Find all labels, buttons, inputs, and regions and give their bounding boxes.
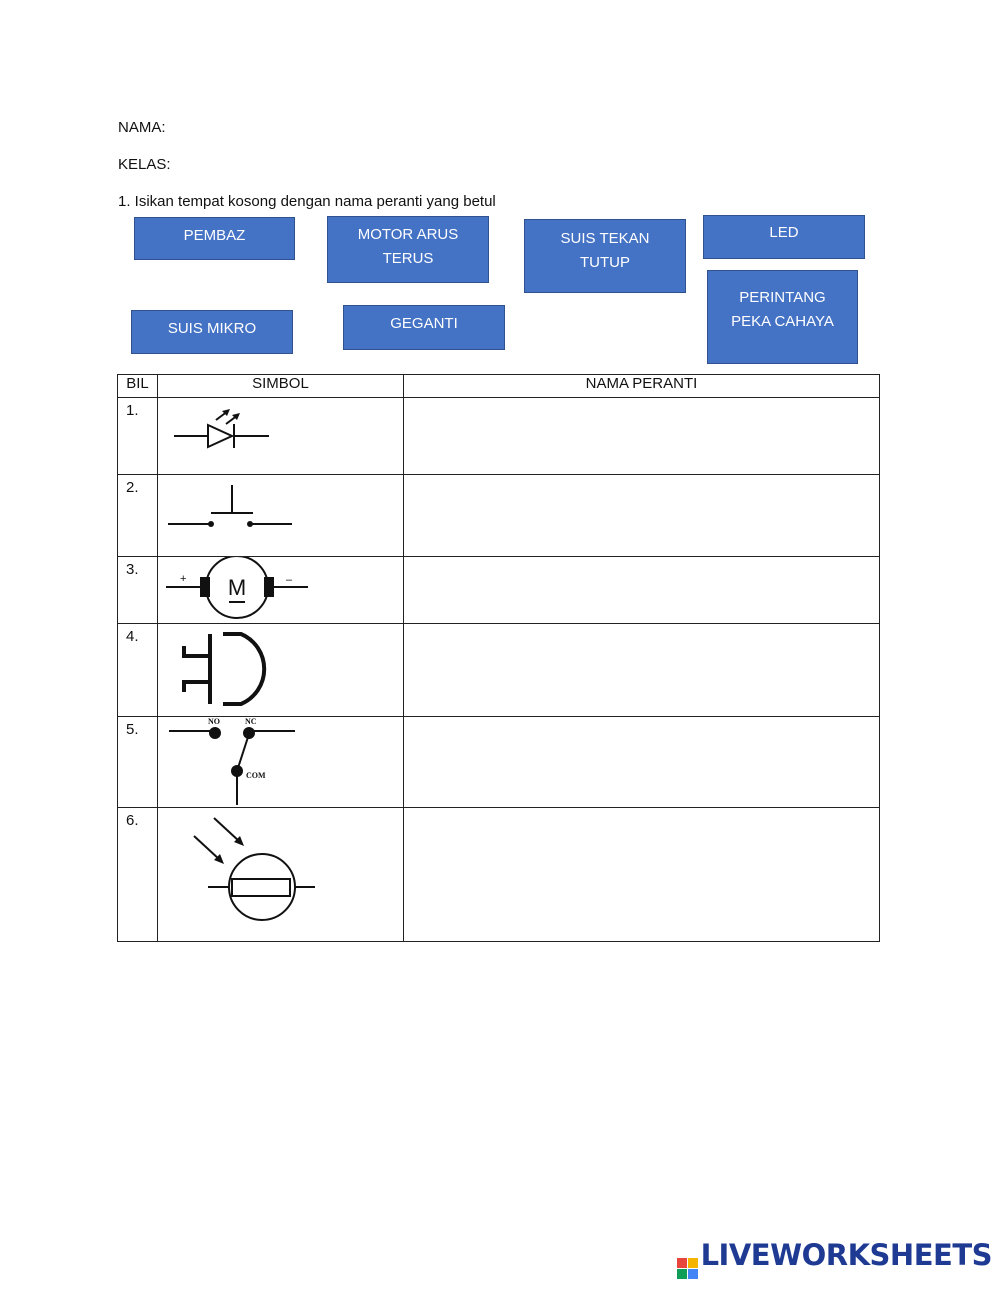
row-number: 2.: [118, 475, 158, 557]
instruction-text: 1. Isikan tempat kosong dengan nama peranti yang betul: [118, 193, 496, 210]
row-number: 3.: [118, 557, 158, 624]
symbol-cell: [157, 557, 403, 624]
symbol-cell: [157, 808, 403, 942]
tile-pembaz[interactable]: [134, 217, 295, 260]
column-header-nama-peranti: NAMA PERANTI: [403, 375, 879, 398]
motor-plus: +: [179, 573, 187, 585]
column-header-bil: BIL: [118, 375, 158, 398]
relay-nc-label: NC: [244, 717, 257, 726]
answer-cell[interactable]: [403, 557, 879, 624]
class-label: KELAS:: [118, 156, 171, 173]
brand-name: LIVEWORKSHEETS: [700, 1238, 992, 1272]
tile-led[interactable]: [703, 215, 865, 259]
tile-label: GEGANTI: [390, 315, 458, 332]
tile-motor-arus-terus[interactable]: [327, 216, 489, 283]
tile-label-line2: TUTUP: [580, 254, 630, 271]
row-number: 1.: [118, 398, 158, 475]
answer-input-4[interactable]: [404, 624, 879, 653]
answer-cell[interactable]: [403, 808, 879, 942]
answer-cell[interactable]: [403, 398, 879, 475]
liveworksheets-logo: [677, 1238, 992, 1279]
answer-input-1[interactable]: [404, 398, 879, 427]
name-label: NAMA:: [118, 119, 166, 136]
symbol-cell: [157, 717, 403, 808]
answer-cell[interactable]: [403, 624, 879, 717]
answer-input-5[interactable]: [404, 717, 879, 746]
tile-label: LED: [769, 224, 799, 241]
table-row: [118, 624, 880, 717]
answer-input-3[interactable]: [404, 557, 879, 586]
tile-label-line2: TERUS: [382, 250, 434, 267]
answer-table: [117, 374, 880, 942]
tile-suis-tekan-tutup[interactable]: [524, 219, 686, 293]
tile-label-line2: PEKA CAHAYA: [731, 313, 834, 330]
relay-com-label: COM: [245, 771, 266, 780]
table-row: [118, 717, 880, 808]
table-row: [118, 398, 880, 475]
tile-perintang-peka-cahaya[interactable]: [707, 270, 858, 364]
tile-geganti[interactable]: [343, 305, 505, 350]
answer-cell[interactable]: [403, 475, 879, 557]
liveworksheets-mark-icon: [677, 1258, 698, 1279]
table-row: [118, 808, 880, 942]
push-switch-symbol-icon: [158, 475, 403, 555]
ldr-symbol-icon: [158, 808, 403, 938]
motor-letter: M: [227, 575, 247, 600]
answer-cell[interactable]: [403, 717, 879, 808]
answer-input-6[interactable]: [404, 808, 879, 837]
symbol-cell: [157, 624, 403, 717]
answer-input-2[interactable]: [404, 475, 879, 504]
row-number: 4.: [118, 624, 158, 717]
tile-label: PERINTANG: [739, 289, 826, 306]
motor-minus: –: [285, 574, 293, 586]
symbol-cell: [157, 475, 403, 557]
row-number: 6.: [118, 808, 158, 942]
table-header-row: [118, 375, 880, 398]
dc-motor-symbol-icon: [158, 557, 403, 621]
tile-label: PEMBAZ: [183, 227, 246, 244]
table-row: [118, 475, 880, 557]
led-symbol-icon: [158, 398, 403, 472]
row-number: 5.: [118, 717, 158, 808]
column-header-simbol: SIMBOL: [157, 375, 403, 398]
tile-suis-mikro[interactable]: [131, 310, 293, 354]
buzzer-symbol-icon: [158, 624, 403, 714]
relay-no-label: NO: [207, 717, 220, 726]
tile-label: SUIS TEKAN: [560, 230, 650, 247]
table-row: [118, 557, 880, 624]
symbol-cell: [157, 398, 403, 475]
tile-label: SUIS MIKRO: [167, 320, 257, 337]
tile-label: MOTOR ARUS: [357, 226, 459, 243]
relay-switch-symbol-icon: [158, 717, 403, 805]
